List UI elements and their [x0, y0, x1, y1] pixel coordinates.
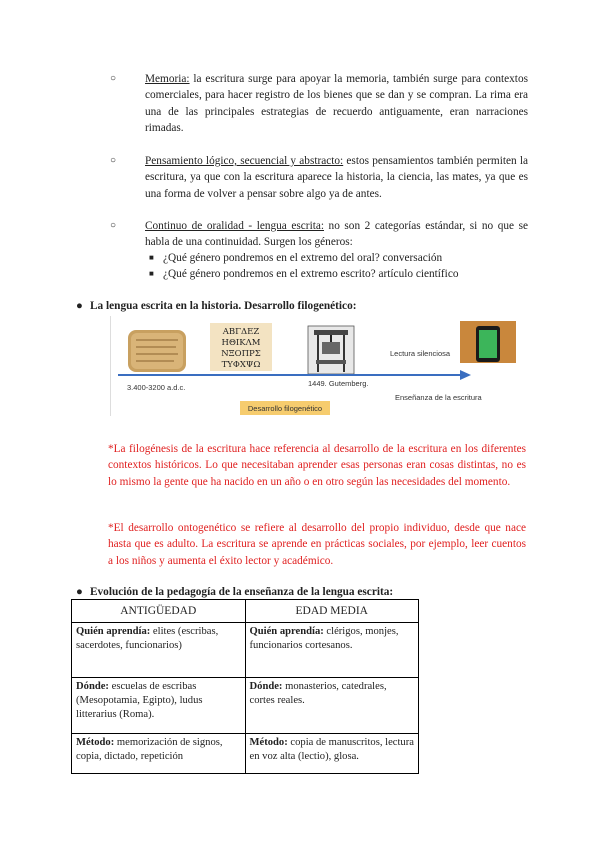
- cell-text: memorización de signos, copia, dictado, repetición: [76, 737, 223, 762]
- table-cell: [72, 734, 246, 774]
- printing-press-icon: [308, 326, 354, 374]
- historia-heading-text: La lengua escrita en la historia. Desarrollo filogenético:: [90, 300, 357, 312]
- pensamiento-text: estos pensamientos también permiten la escritura, ya que con la escritura aparece la historia, la ciencia, las mates, ya que es una forma de volver a pensar sobre algo ya de antes.: [145, 155, 528, 200]
- evolucion-heading: [76, 584, 394, 600]
- continuo-subitem-text: ¿Qué género pondremos en el extremo escrito? artículo científico: [163, 268, 459, 280]
- table-cell: [245, 623, 419, 678]
- historia-heading: [76, 298, 357, 314]
- note-ontogenetico: *El desarrollo ontogenético se refiere al desarrollo del propio individuo, desde que nace hasta que es adulto. La escritura se aprende en prácticas sociales, por ejemplo, leer cuentos a los niños y aumenta el éxito lector y académico.: [108, 522, 526, 567]
- table-row: [72, 678, 419, 734]
- continuo-subitem: [149, 266, 459, 282]
- cell-text: copia de manuscritos, lectura en voz alta (lectio), glosa.: [249, 737, 414, 762]
- continuo-item: [110, 218, 528, 251]
- pedagogia-table: [71, 599, 419, 774]
- desarrollo-label: Desarrollo filogenético: [247, 404, 323, 413]
- bullet-icon: ●: [76, 586, 83, 598]
- cell-text: escuelas de escribas (Mesopotamia, Egipto), ludus litterarius (Roma).: [76, 681, 203, 720]
- date-2: 1449. Gutemberg.: [308, 379, 369, 388]
- square-bullet-icon: ■: [149, 253, 154, 262]
- greek-row: ΝΞΟΠΡΣ: [221, 349, 261, 359]
- date-1: 3.400-3200 a.d.c.: [127, 383, 186, 392]
- cell-text: elites (escribas, sacerdotes, funcionarios): [76, 626, 219, 651]
- continuo-label: Continuo de oralidad - lengua escrita:: [145, 220, 324, 232]
- greek-row: ΗΘΙΚΛΜ: [221, 338, 261, 348]
- row-label: Dónde:: [249, 681, 283, 692]
- table-cell: [245, 734, 419, 774]
- continuo-subitem: [149, 250, 443, 266]
- row-label: Quién aprendía:: [76, 626, 151, 637]
- memoria-label: Memoria:: [145, 73, 190, 85]
- header-antiguedad: ANTIGÜEDAD: [72, 600, 246, 623]
- clay-tablet-icon: [128, 330, 186, 372]
- pensamiento-label: Pensamiento lógico, secuencial y abstracto:: [145, 155, 344, 167]
- table-cell: [72, 678, 246, 734]
- table-row: [72, 734, 419, 774]
- square-bullet-icon: ■: [149, 269, 154, 278]
- timeline-figure: [110, 316, 520, 416]
- table-header-row: [72, 600, 419, 623]
- circle-bullet-icon: ○: [110, 155, 117, 166]
- lectura-label: Lectura silenciosa: [390, 349, 451, 358]
- row-label: Dónde:: [76, 681, 109, 692]
- cell-text: monasterios, catedrales, cortes reales.: [249, 681, 387, 706]
- header-edad-media: EDAD MEDIA: [245, 600, 419, 623]
- row-label: Método:: [249, 737, 288, 748]
- greek-alphabet-icon: [210, 323, 272, 371]
- circle-bullet-icon: ○: [110, 73, 117, 84]
- pensamiento-item: [110, 153, 528, 202]
- table-cell: [245, 678, 419, 734]
- smartphone-icon: [460, 321, 516, 363]
- continuo-text: no son 2 categorías estándar, si no que se habla de una continuidad. Surgen los géneros:: [145, 220, 528, 249]
- memoria-text: la escritura surge para apoyar la memoria, también surge para contextos comerciales, para hacer registro de los bienes que se dan y se compran. La rima era una de las principales estrategias de recuerdo antiguamente, eran narraciones rimadas.: [145, 73, 528, 135]
- row-label: Método:: [76, 737, 115, 748]
- greek-row: ΑΒΓΔΕΖ: [222, 327, 260, 337]
- continuo-subitem-text: ¿Qué género pondremos en el extremo del oral? conversación: [163, 252, 443, 264]
- memoria-item: [110, 71, 528, 137]
- arrow-head-icon: [460, 370, 471, 380]
- row-label: Quién aprendía:: [249, 626, 324, 637]
- ensenanza-label: Enseñanza de la escritura: [395, 393, 482, 402]
- note-filogenesis: *La filogénesis de la escritura hace referencia al desarrollo de la escritura en los diferentes contextos históricos. Lo que necesitaban aprender esas personas eran cosas distintas, no es lo mismo la gente que ha nacido en un año o en otro según las necesidades del momento.: [108, 443, 526, 488]
- cell-text: clérigos, monjes, funcionarios cortesanos.: [249, 626, 399, 651]
- table-row: [72, 623, 419, 678]
- evolucion-heading-text: Evolución de la pedagogía de la enseñanza de la lengua escrita:: [90, 586, 394, 598]
- greek-row: ΤΥΦΧΨΩ: [221, 360, 261, 370]
- bullet-icon: ●: [76, 300, 83, 312]
- table-cell: [72, 623, 246, 678]
- circle-bullet-icon: ○: [110, 220, 117, 231]
